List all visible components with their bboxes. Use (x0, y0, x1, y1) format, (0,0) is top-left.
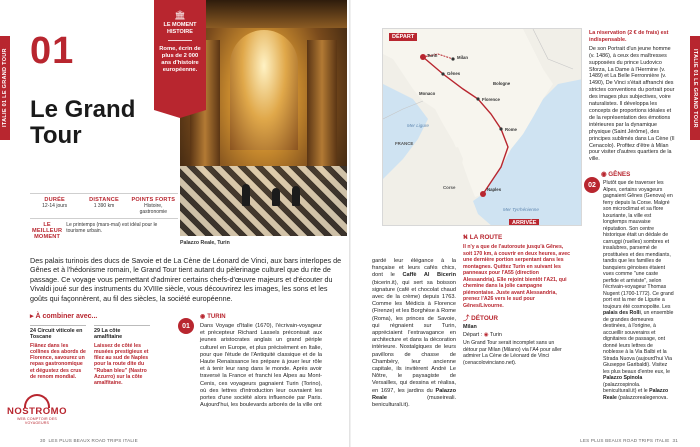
divider (30, 325, 86, 326)
genes-text-c: (palazzospinola. beniculturali.it) et le (603, 381, 650, 394)
divider (94, 325, 150, 326)
map-end-tag: ARRIVÉE (509, 219, 539, 226)
nostromo-logo (6, 394, 68, 436)
turin-text-col2 (372, 258, 456, 409)
footer-left (40, 438, 138, 443)
moment-rule (168, 40, 192, 41)
info-moment-label (30, 222, 64, 240)
palais-rolli-name: palais des Rolli (603, 310, 641, 316)
turin-heading (200, 313, 226, 320)
duree-value: 12-14 jours (42, 203, 68, 209)
page-number-left: 30 (40, 438, 46, 443)
photo-person (242, 184, 250, 206)
photo-caption: Palazzo Reale, Turin (180, 240, 230, 246)
genes-text-b: , un ensemble de grandes demeures destinées, à l'origine, à accueillir souverains et dignitaires de passage, ont donné leurs lettres de noblesse à la Via Balbi et la Strada Nuova (aujourd'hui Via Giuseppe Garibaldi). Visitez les plus beaux d'entre eux, le (603, 310, 674, 375)
right-side-tab (690, 0, 700, 447)
turin-col2-text: (museireali. beniculturali.it). (372, 394, 456, 409)
distance-label: DISTANCE (89, 197, 119, 203)
turin-text-col1: Dans Voyage d'Italie (1670), l'écrivain-voyageur et précepteur Richard Lassels préconisait aux jeunes aristocrates anglais un grand périple culturel en Europe, et plus précisément en Italie, pour que l'étude de l'Antiquité classique et de la Haute Renaissance les prépare à jouer leur rôle et à tenir leur rang dans le monde. Après avoir traversé la France et franchi les Alpes au Mont-Cenis, ces voyageurs gagnaient Turin (Torino), où des lettres d'introduction leur ouvraient les portes d'une société alors influencée par Paris. Aujourd'hui, les boulevards arborés de la ville ont (200, 323, 322, 409)
reservation-note: La réservation (2 € de frais) est indispensable. (589, 30, 669, 43)
logo-wheel-icon (24, 394, 50, 408)
detour-city: Milan (463, 324, 477, 330)
itinerary-number: 01 (30, 30, 75, 72)
palazzo-reale-genova-name: Palazzo Reale (603, 388, 669, 401)
moment-label: LE MEILLEUR MOMENT (32, 222, 63, 240)
photo-person (292, 186, 300, 206)
map-place: Mer Ligure (407, 123, 429, 128)
combiner-section (30, 312, 150, 386)
combiner-item-desc: Flânez dans les collines des abords de Florence, savourez un repas gastronomique et dégustez des crus de renom mondial. (30, 342, 86, 380)
pin-icon: ◉ (200, 314, 206, 320)
intro-paragraph: Des palais turinois des ducs de Savoie et de La Cène de Léonard de Vinci, aux bars interlopes de Gênes et à l'hédonisme romain, le Grand Tour tient autant du pèlerinage culturel que du rite de passage. Ce voyage vous permettant d'admirer certains chefs-d'œuvre majeurs et d'écouter du Vivaldi joué sur des instruments du XVIIIe siècle, vous découvrirez les images, les sons et les goûts qui façonnèrent, au fil des siècles, la société européenne. (30, 256, 342, 303)
footer-title-left: LES PLUS BEAUX ROAD TRIPS ITALIE (48, 438, 138, 443)
genes-text-a: Plutôt que de traverser les Alpes, certains voyageurs gagnaient Gênes (Genova) en ferry depuis la Corse. Malgré son microclimat et sa flore luxuriante, la ville est longtemps mauvaise réputation. Son centre historique était un dédale de carruggi (ruelles) sombres et insalubres, parsemé de prostituées et des mendiants, tandis que les familles de banquiers génoises étaient vues comme "une caste perfide et arriviste", selon l'écrivain-voyageur Thomas Nugent (1700-1772). Ce grand port est la mer de Ligurie a toujours été cosmopolite. Les (603, 180, 674, 310)
moment-value: Le printemps (mars-mai) est idéal pour le tourisme urbain. (66, 222, 158, 234)
info-grid (30, 193, 178, 243)
combiner-item (30, 323, 86, 386)
turin-col2-text: gardé leur élégance à la française et leurs cafés chics, dont le (372, 258, 456, 279)
moment-box-text: Rome, écrin de plus de 2 000 ans d'histoire européenne. (159, 46, 201, 73)
side-tab-text: ITALIE 01 LE GRAND TOUR (2, 48, 8, 128)
route-title (463, 233, 570, 242)
map-start-tag: DÉPART (389, 33, 417, 41)
photo-arch (230, 30, 298, 150)
info-row-moment (30, 218, 178, 243)
palazzo-reale-name: Palazzo Reale (372, 387, 456, 401)
map-place: Milan (457, 55, 468, 60)
detour-title (463, 313, 570, 322)
turin-label-text: TURIN (207, 314, 226, 320)
detour-start-row (463, 332, 570, 338)
pin-icon: ◉ (601, 171, 609, 178)
points-label: POINTS FORTS (131, 197, 176, 203)
footer-right (580, 438, 678, 443)
column-icon: 🏛 (174, 10, 186, 20)
combiner-item-name: 24 Circuit viticole en Toscane (30, 328, 83, 341)
da-vinci-text: De son Portrait d'un jeune homme (v. 1486), à ceux des maîtresses supposées du prince Ludovico Sforza, La Dame à l'Hermine (v. 1489) et La Belle Ferronnière (v. 1490), De Vinci s'était affranchi des strictes conventions du portrait pour des images plus subjectives, voire naturalistes. Il développa les concepts de proportions idéales et de la représentation des émotions intérieures par la dynamique physique (Saint Jérôme), des principes sublimés dans La Cène (Il Cenacolo). Profitez d'être à Milan pour visiter d'autres quartiers de la ville. (589, 45, 675, 163)
palazzo-spinola-name: Palazzo Spinola (603, 375, 643, 381)
route-text: Il n'y a que de l'autoroute jusqu'à Gênes, soit 170 km, à couvrir en deux heures, avec une dernière portion serpentant dans les montagnes. Quittez Turin en suivant les panneaux pour l'A55 (direction Alessandria). Elle rejoint bientôt l'A21, qui chemine dans la jolie campagne piémontaise. Juste avant Alessandria, prenez l'A26 vers le sud pour Gênes/Livourne. (463, 244, 570, 309)
page-number-right: 31 (672, 438, 678, 443)
right-col-top (589, 30, 675, 163)
photo-floor (180, 166, 347, 236)
combiner-columns (30, 323, 150, 386)
photo-person (272, 188, 280, 206)
route-title-text: LA ROUTE (469, 234, 503, 241)
detour-title-text: DÉTOUR (471, 315, 499, 322)
combiner-item-name: 29 La côte amalfitaine (94, 328, 123, 341)
info-points (129, 197, 178, 215)
page-gutter (349, 0, 351, 447)
moment-box-head: LE MOMENT HISTOIRE (163, 22, 197, 35)
duree-label: DURÉE (44, 197, 65, 203)
map-place: Monaco (419, 91, 436, 96)
arrow-icon: ▸ (30, 313, 34, 320)
map-place: Corse (443, 185, 456, 190)
footer-title-right: LES PLUS BEAUX ROAD TRIPS ITALIE (580, 438, 670, 443)
side-tab-text: ITALIE 01 LE GRAND TOUR (692, 48, 698, 128)
caffe-bicerin-name: Caffè Al Bicerin (402, 272, 456, 279)
route-box (463, 233, 570, 366)
photo-column-right (307, 40, 337, 180)
genes-text (603, 180, 675, 401)
map-place: Turin (427, 53, 438, 58)
logo-subtitle: WEB COMPTOIR DES VOYAGEURS (16, 417, 58, 425)
road-icon: ⛕ (463, 234, 468, 241)
map-place: FRANCE (395, 141, 414, 146)
points-value: Histoire, gastronomie (139, 203, 168, 215)
detour-start-label: Départ : (463, 332, 483, 338)
moment-histoire-box (154, 0, 206, 110)
route-map (382, 28, 582, 226)
map-place: Mer Tyrrhénienne (503, 207, 539, 212)
turin-col2-text: (bicerin.it), qui sert sa boisson signature (café et chocolat chaud avec de la crème) depuis 1763. Comme les Médicis à Florence (Firenze) et les Borghèse à Rome (Roma), les princes de Savoie, qui régnaient sur Turin, appréciaient l'extravagance en architecture et dans la décoration intérieure. Nostalgiques de leurs pavillons de chasse de Chambéry, leur ancienne capitale, ils invitèrent André Le Nôtre, le paysagiste de Versailles, qui dessina et réalisa, en 1697, les jardins du (372, 279, 456, 394)
info-moment-value (64, 222, 178, 240)
map-place: Florence (482, 97, 500, 102)
detour-start-value: Turin (489, 332, 502, 338)
pin-icon: ◉ (483, 332, 489, 338)
detour-arrow-icon: ⤴ (463, 315, 472, 322)
info-duree (30, 197, 79, 215)
info-row-main (30, 193, 178, 218)
map-place: Naples (487, 187, 502, 192)
stop-badge-01: 01 (178, 318, 194, 334)
itinerary-title: Le Grand Tour (30, 96, 136, 149)
combiner-title (30, 312, 150, 320)
info-distance (79, 197, 128, 215)
map-place: Rome (505, 127, 517, 132)
left-side-tab (0, 0, 10, 447)
genes-text-d: (palazzorealegenova. (616, 394, 668, 401)
genes-label-text: GÊNES (608, 171, 631, 178)
stop-badge-02: 02 (584, 177, 600, 193)
combiner-title-text: À combiner avec... (35, 313, 98, 320)
map-place: Bologne (493, 81, 511, 86)
map-place: Gênes (447, 71, 461, 76)
detour-text: Un Grand Tour serait incomplet sans un détour par Milan (Milano) via l'A4 pour aller admirer La Cène de Léonard de Vinci (cenacolovinciano.net). (463, 340, 562, 366)
logo-name: NOSTROMO (7, 406, 67, 417)
distance-value: 1 390 km (93, 203, 115, 209)
combiner-item (94, 323, 150, 386)
genes-heading (601, 171, 630, 178)
combiner-item-desc: Laissez de côté les musées prestigieux et filez au sud de Naples pour la route dite du "Ruban bleu" (Nastro Azzurro) sur la côte amalfitaine. (94, 342, 149, 387)
